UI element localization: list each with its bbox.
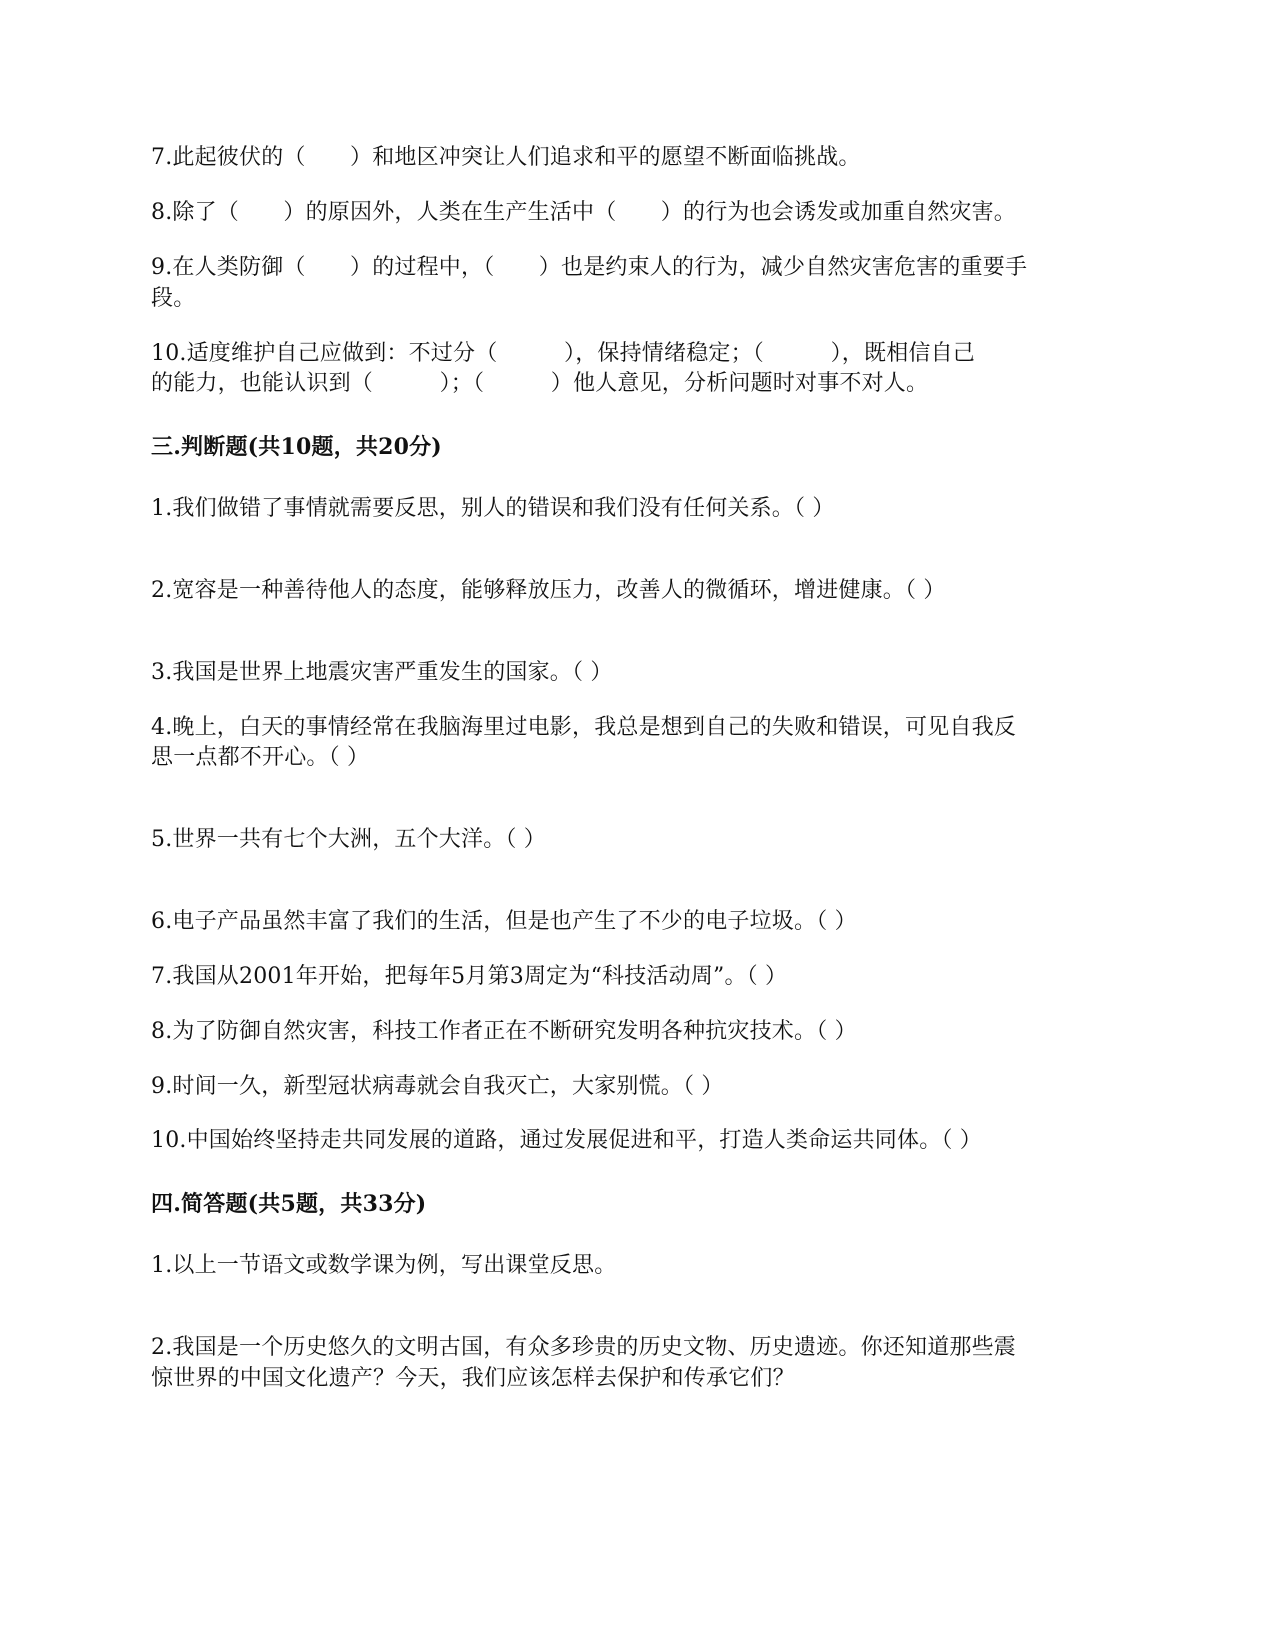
true-false-q4-line2: 思一点都不开心。（ ） xyxy=(151,745,370,770)
fill-in-blank-q9-line2: 段。 xyxy=(151,286,196,311)
fill-in-blank-q8: 8.除了（ ）的原因外，人类在生产生活中（ ）的行为也会诱发或加重自然灾害。 xyxy=(151,200,1016,225)
fill-in-blank-q9-line1: 9.在人类防御（ ）的过程中，（ ）也是约束人的行为，减少自然灾害危害的重要手 xyxy=(151,255,1028,280)
true-false-q2: 2.宽容是一种善待他人的态度，能够释放压力，改善人的微循环，增进健康。（ ） xyxy=(151,578,946,603)
true-false-q6: 6.电子产品虽然丰富了我们的生活，但是也产生了不少的电子垃圾。（ ） xyxy=(151,909,857,934)
fill-in-blank-q10-line2: 的能力，也能认识到（ ）；（ ）他人意见，分析问题时对事不对人。 xyxy=(151,371,929,396)
true-false-q3: 3.我国是世界上地震灾害严重发生的国家。（ ） xyxy=(151,660,613,685)
short-answer-q1: 1.以上一节语文或数学课为例，写出课堂反思。 xyxy=(151,1253,617,1278)
fill-in-blank-q10-line1: 10.适度维护自己应做到：不过分（ ），保持情绪稳定；（ ），既相信自己 xyxy=(151,341,975,366)
true-false-q7: 7.我国从2001年开始，把每年5月第3周定为“科技活动周”。（ ） xyxy=(151,964,788,989)
true-false-q1: 1.我们做错了事情就需要反思，别人的错误和我们没有任何关系。（ ） xyxy=(151,496,835,521)
true-false-q9: 9.时间一久，新型冠状病毒就会自我灭亡，大家别慌。（ ） xyxy=(151,1074,724,1099)
fill-in-blank-q7: 7.此起彼伏的（ ）和地区冲突让人们追求和平的愿望不断面临挑战。 xyxy=(151,145,861,170)
section-heading-true-false: 三.判断题(共10题，共20分) xyxy=(151,434,442,460)
true-false-q5: 5.世界一共有七个大洲，五个大洋。（ ） xyxy=(151,827,546,852)
true-false-q4-line1: 4.晚上，白天的事情经常在我脑海里过电影，我总是想到自己的失败和错误，可见自我反 xyxy=(151,715,1016,740)
section-heading-short-answer: 四.简答题(共5题，共33分) xyxy=(151,1191,427,1217)
short-answer-q2-line2: 惊世界的中国文化遗产？今天，我们应该怎样去保护和传承它们？ xyxy=(151,1366,795,1391)
short-answer-q2-line1: 2.我国是一个历史悠久的文明古国，有众多珍贵的历史文物、历史遗迹。你还知道那些震 xyxy=(151,1335,1016,1360)
true-false-q8: 8.为了防御自然灾害，科技工作者正在不断研究发明各种抗灾技术。（ ） xyxy=(151,1019,857,1044)
true-false-q10: 10.中国始终坚持走共同发展的道路，通过发展促进和平，打造人类命运共同体。（ ） xyxy=(151,1128,982,1153)
